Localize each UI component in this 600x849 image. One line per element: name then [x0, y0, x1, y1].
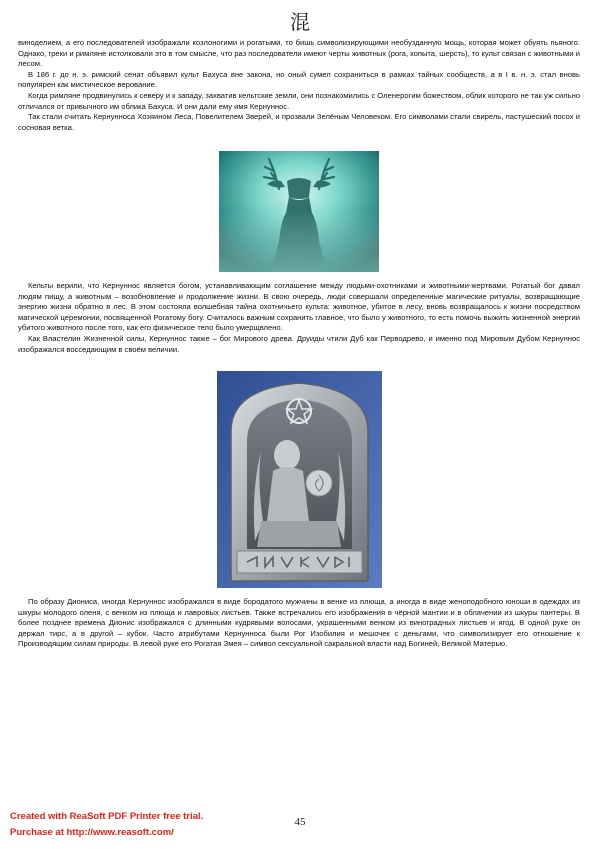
paragraph: В 186 г. до н. э. римский сенат объявил культ Бахуса вне закона, но оный сумел сохраниться в рамках тайных сообществ, а в I в. н. э. стал вновь популярен как мистическое верование.	[18, 69, 580, 90]
paragraph: Кельты верили, что Кернуннос является богом, устанавливающим соглашение между людьми-охотниками и животными-жертвами. Рогатый бог давал людям пищу, а животным – возобновление и продолжение жизни. В свою очередь, люди совершали определенные магические ритуалы, возвращающие энергию жизни обратно в лес. В этом состояла волшебная тайна охотничьего культа: животное, убитое в лесу, вновь возвращалось к жизни посредством магической церемонии, посвященной Рогатому богу. Считалось важным сохранить главное, что было у животного, то есть помочь выжить жизненной энергии убитого животного после того, как его физическое тело было умерщвлено.	[18, 281, 580, 333]
text-block-bottom	[18, 597, 580, 650]
page-number: 45	[294, 816, 306, 828]
paragraph: Когда римляне продвинулись к северу и к западу, захватив кельтские земли, они познакомились с Оленерогим божеством, облик которого не так уж сильно отличался от привычного им облика Бахуса. И они дали ему имя Кернуннос.	[18, 90, 580, 111]
stag-silhouette-image	[219, 151, 379, 272]
purchase-link[interactable]: Purchase at http://www.reasoft.com/	[10, 827, 174, 838]
paragraph: По образу Диониса, иногда Кернуннос изображался в виде бородатого мужчины в венке из плюща, а иногда в виде женоподобного юноши в одеждах из шкуры молодого оленя, с венком из плюща и лавровых листьев. Также встречались его изображения в чёрной мантии и в облачении из шкуры пантеры. В более позднее времена Дионис изображался с длинными кудрявыми волосами, украшенными венком из виноградных листьев и ягод. В одной руке он держал тирс, а в другой – кубок. Часто атрибутами Кернунноса были Рог Изобилия и мешочек с деньгами, что символизирует его отношение к Производящим силам природы. В левой руке его Рогатая Змея – символ сексуальной сакральной власти над Богиней, Великой Матерью.	[18, 597, 580, 649]
text-block-middle	[18, 281, 580, 355]
trial-watermark-line: Created with ReaSoft PDF Printer free trial.	[10, 811, 204, 822]
text-block-top	[18, 38, 580, 133]
paragraph: Как Властелин Жизненной силы, Кернуннос также – бог Мирового древа. Друиды чтили Дуб как Перводрево, и именно под Мировым Дубом Кернуннос изображался восседающим в своём величии.	[18, 333, 580, 354]
page-header-glyph: 混	[290, 10, 310, 34]
paragraph: виноделием, а его последователей изображали козлоногими и рогатыми, то бишь символизирующими необузданную мощь, которая может обуять пьяного. Однако, греки и римляне истолковали это в том смысле, что раз последователи имеют черты животных (рога, копыта, шерсть), то культ связан с животными и лесом.	[18, 38, 580, 69]
paragraph: Так стали считать Кернунноса Хозяином Леса, Повелителем Зверей, и прозвали Зелёным Человеком. Его символами стали свирель, пастушеский посох и сосновая ветка.	[18, 112, 580, 132]
cernunnos-stone-relief-image	[217, 371, 382, 588]
